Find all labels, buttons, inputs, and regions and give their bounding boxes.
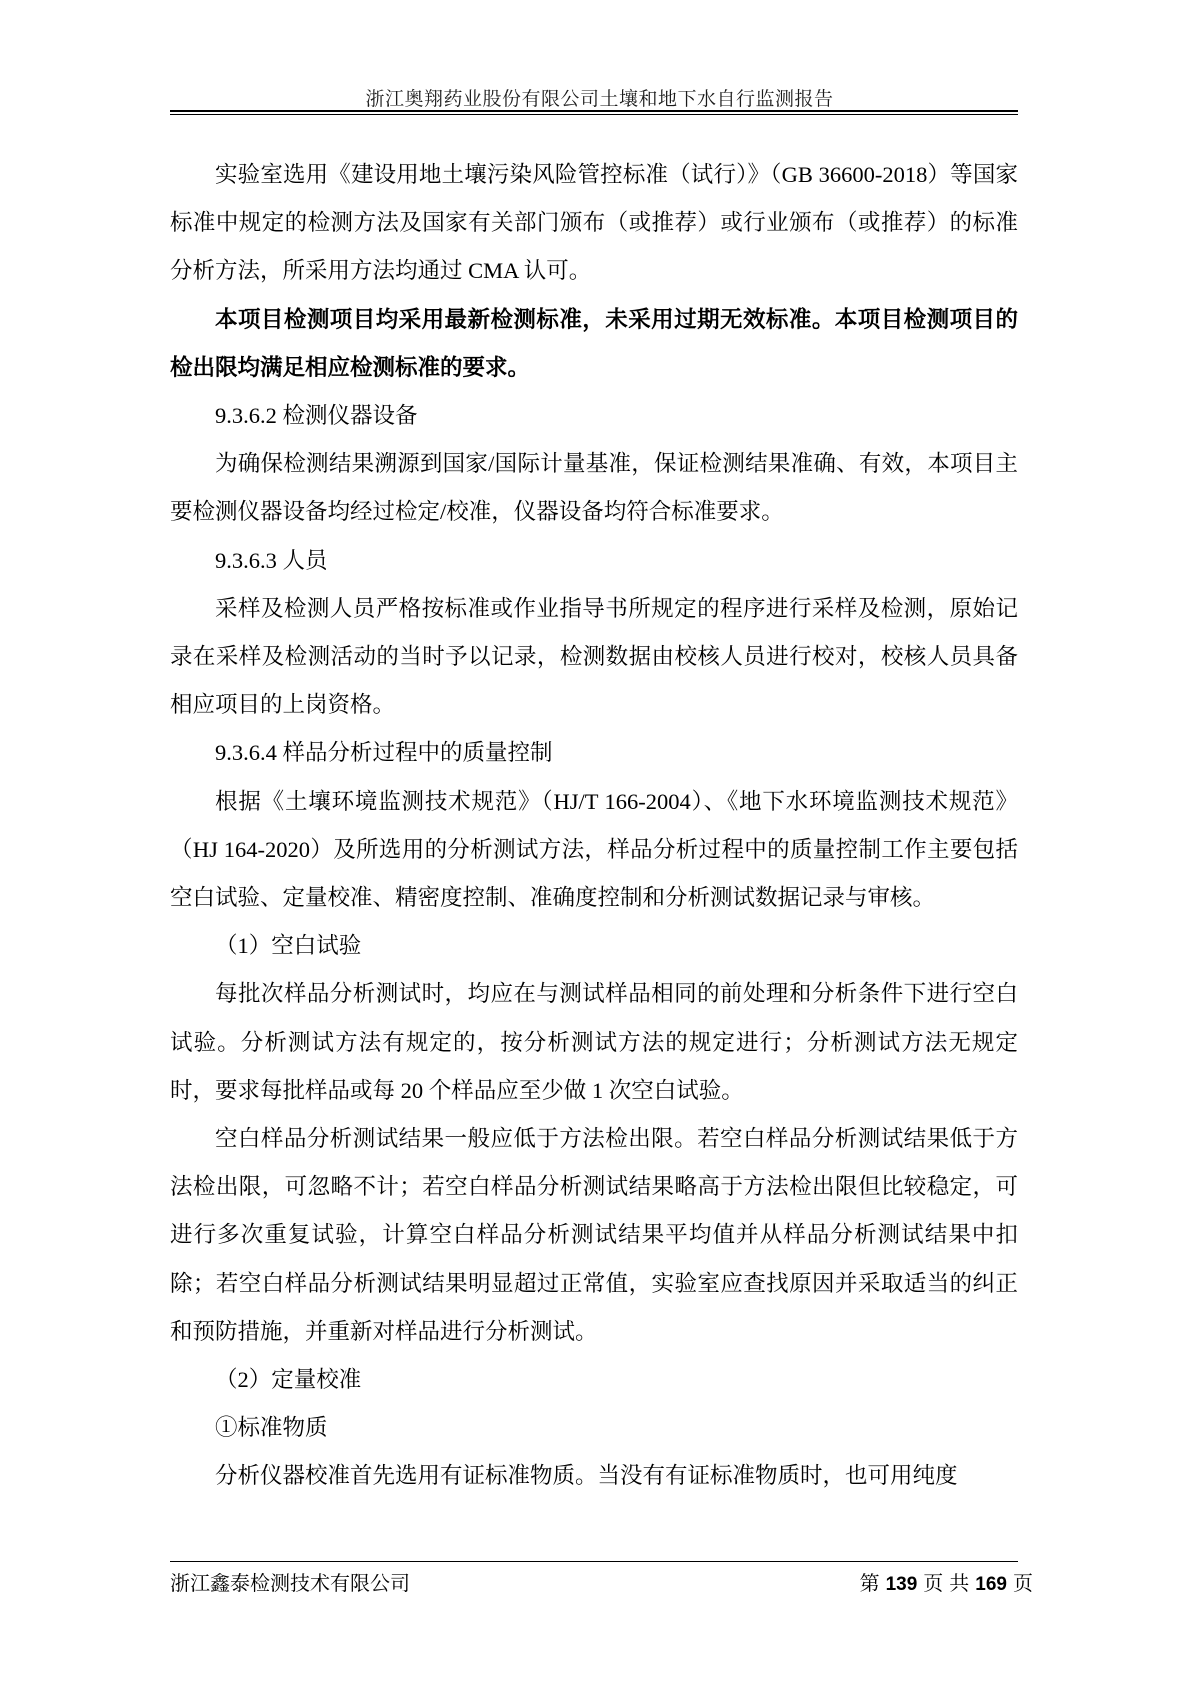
body-paragraph-instruments: 为确保检测结果溯源到国家/国际计量基准，保证检测结果准确、有效，本项目主要检测仪器设备均经过检定/校准，仪器设备均符合标准要求。 — [170, 451, 1018, 525]
page-info-suffix: 页 — [1013, 1573, 1033, 1595]
body-paragraph-lab-standards: 实验室选用《建设用地土壤污染风险管控标准（试行）》（GB 36600-2018）等国家标准中规定的检测方法及国家有关部门颁布（或推荐）或行业颁布（或推荐）的标准分析方法，所采用方法均通过 CMA 认可。 — [170, 162, 1018, 284]
subheading-blank-test: （1）空白试验 — [215, 933, 362, 959]
page-footer — [170, 1567, 1036, 1596]
footer-company-name: 浙江鑫泰检测技术有限公司 — [170, 1573, 410, 1595]
page-number-current: 139 — [885, 1574, 918, 1595]
body-paragraph-personnel: 采样及检测人员严格按标准或作业指导书所规定的程序进行采样及检测，原始记录在采样及检测活动的当时予以记录，检测数据由校核人员进行校对，校核人员具备相应项目的上岗资格。 — [170, 595, 1018, 718]
document-body — [170, 151, 1018, 1501]
footer-page-info — [857, 1567, 1036, 1596]
heading-9-3-6-4: 9.3.6.4 样品分析过程中的质量控制 — [215, 740, 553, 766]
body-paragraph-qc-overview: 根据《土壤环境监测技术规范》（HJ/T 166-2004）、《地下水环境监测技术规范》（HJ 164-2020）及所选用的分析测试方法，样品分析过程中的质量控制工作主要包括空白试验、定量校准、精密度控制、准确度控制和分析测试数据记录与审核。 — [170, 788, 1018, 911]
header-double-rule — [170, 110, 1018, 115]
heading-9-3-6-3: 9.3.6.3 人员 — [215, 547, 328, 573]
body-paragraph-calibration: 分析仪器校准首先选用有证标准物质。当没有有证标准物质时，也可用纯度 — [215, 1463, 958, 1489]
page-header-title: 浙江奥翔药业股份有限公司土壤和地下水自行监测报告 — [365, 89, 834, 110]
subheading-reference-material: ①标准物质 — [215, 1415, 328, 1441]
footer-rule — [170, 1561, 1018, 1562]
page-info-middle-1: 页 — [923, 1573, 944, 1595]
body-paragraph-bold-statement: 本项目检测项目均采用最新检测标准，未采用过期无效标准。本项目检测项目的检出限均满足相应检测标准的要求。 — [170, 306, 1018, 380]
subheading-quantitative-calibration: （2）定量校准 — [215, 1367, 362, 1393]
page-info-middle-2: 共 — [949, 1573, 970, 1595]
page-info-prefix: 第 — [859, 1573, 880, 1595]
body-paragraph-blank-test-2: 空白样品分析测试结果一般应低于方法检出限。若空白样品分析测试结果低于方法检出限，可忽略不计；若空白样品分析测试结果略高于方法检出限但比较稳定，可进行多次重复试验，计算空白样品分析测试结果平均值并从样品分析测试结果中扣除；若空白样品分析测试结果明显超过正常值，实验室应查找原因并采取适当的纠正和预防措施，并重新对样品进行分析测试。 — [170, 1126, 1018, 1344]
body-paragraph-blank-test-1: 每批次样品分析测试时，均应在与测试样品相同的前处理和分析条件下进行空白试验。分析测试方法有规定的，按分析测试方法的规定进行；分析测试方法无规定时，要求每批样品或每 20 个样品应至少做 1 次空白试验。 — [170, 981, 1018, 1103]
heading-9-3-6-2: 9.3.6.2 检测仪器设备 — [215, 403, 418, 429]
page-number-total: 169 — [975, 1574, 1007, 1595]
